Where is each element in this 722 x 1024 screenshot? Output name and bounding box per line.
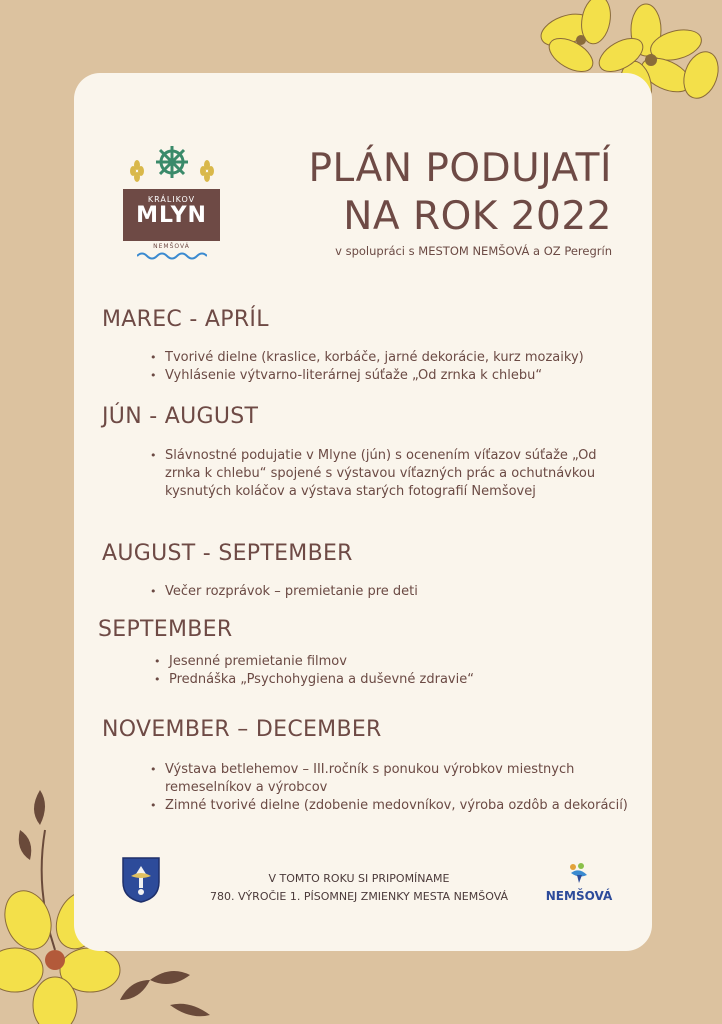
logo-big-text: MLYN (136, 203, 207, 228)
nemsova-coat-of-arms-icon (121, 856, 161, 904)
wheat-left-icon (127, 159, 147, 187)
section-list-september (154, 653, 634, 689)
list-item: • Prednáška „Psychohygiena a duševné zdravie“ (154, 671, 634, 689)
section-heading-marec-april: MAREC - APRÍL (102, 307, 269, 332)
wheat-right-icon (197, 159, 217, 187)
nemsova-city-logo (544, 863, 614, 903)
list-item: • Tvorivé dielne (kraslice, korbáče, jarné dekorácie, kurz mozaiky) (150, 349, 640, 367)
section-heading-jun-august: JÚN - AUGUST (102, 404, 259, 429)
nemsova-figure-icon (567, 863, 591, 883)
mill-wheel-icon (155, 145, 189, 179)
section-list-marec-april (150, 349, 640, 385)
anniversary-line-1: V TOMTO ROKU SI PRIPOMÍNAME (268, 872, 450, 885)
list-item: • Zimné tvorivé dielne (zdobenie medovníkov, výroba ozdôb a dekorácií) (150, 797, 638, 815)
list-item: • Slávnostné podujatie v Mlyne (jún) s ocenením víťazov súťaže „Od zrnka k chlebu“ spojené s výstavou víťazných prác a ochutnávkou kysnutých koláčov a výstava starých fotografií Nemšovej (150, 447, 628, 501)
logo-plate (123, 189, 220, 241)
list-item: • Vyhlásenie výtvarno-literárnej súťaže „Od zrnka k chlebu“ (150, 367, 640, 385)
list-item: • Jesenné premietanie filmov (154, 653, 634, 671)
section-heading-august-september: AUGUST - SEPTEMBER (102, 541, 353, 566)
event-plan-card (74, 73, 652, 951)
title-line-2: NA ROK 2022 (343, 194, 612, 239)
section-heading-november-december: NOVEMBER – DECEMBER (102, 717, 382, 742)
section-list-november-december (150, 761, 638, 815)
anniversary-note (174, 870, 544, 906)
anniversary-line-2: 780. VÝROČIE 1. PÍSOMNEJ ZMIENKY MESTA NEMŠOVÁ (209, 890, 509, 903)
title-line-1: PLÁN PODUJATÍ (308, 146, 612, 191)
section-list-jun-august (150, 447, 628, 501)
logo-small-text: KRÁLIKOV (147, 195, 196, 204)
nemsova-logo-label: NEMŠOVÁ (545, 889, 613, 903)
logo-town-text: NEMŠOVÁ (153, 243, 190, 250)
water-waves-icon (137, 251, 207, 261)
page-subtitle: v spolupráci s MESTOM NEMŠOVÁ a OZ Peregrín (335, 244, 612, 258)
kralikov-mlyn-logo (109, 145, 234, 265)
page-title (309, 145, 612, 241)
section-list-august-september (150, 583, 630, 601)
section-heading-september: SEPTEMBER (98, 617, 233, 642)
list-item: • Večer rozprávok – premietanie pre deti (150, 583, 630, 601)
list-item: • Výstava betlehemov – III.ročník s ponukou výrobkov miestnych remeselníkov a výrobcov (150, 761, 638, 797)
